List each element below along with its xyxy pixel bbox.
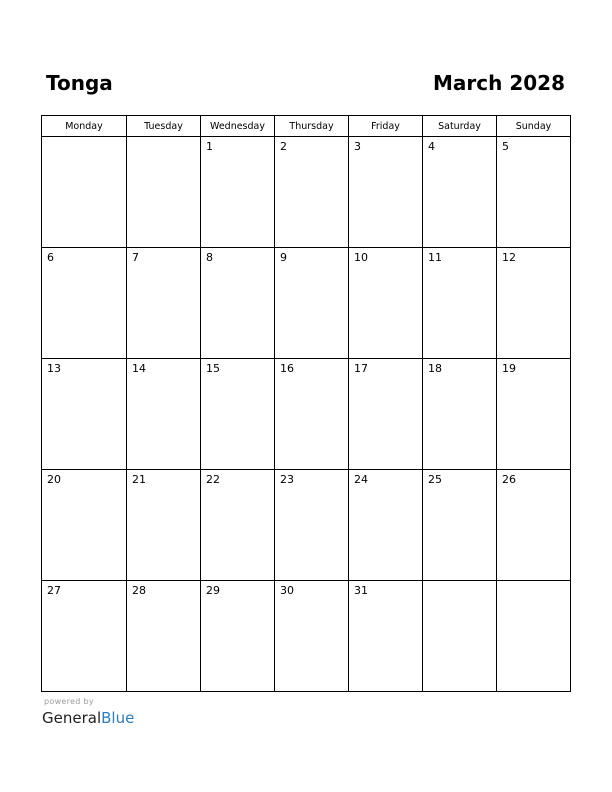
day-number: 15	[206, 362, 220, 375]
weekday-saturday: Saturday	[423, 116, 497, 137]
day-number	[42, 137, 126, 140]
day-number: 16	[280, 362, 294, 375]
day-cell	[349, 359, 423, 470]
day-cell	[497, 359, 571, 470]
day-cell	[349, 248, 423, 359]
day-cell	[349, 137, 423, 248]
day-cell	[127, 137, 201, 248]
day-number: 24	[354, 473, 368, 486]
day-cell	[275, 137, 349, 248]
day-cell	[42, 581, 127, 692]
week-row	[42, 248, 571, 359]
day-cell	[127, 248, 201, 359]
day-cell	[349, 581, 423, 692]
calendar-grid	[41, 115, 571, 692]
day-number: 25	[428, 473, 442, 486]
day-number: 5	[502, 140, 509, 153]
day-number: 17	[354, 362, 368, 375]
week-row	[42, 137, 571, 248]
month-year-title: March 2028	[433, 71, 565, 95]
week-row	[42, 581, 571, 692]
day-cell	[497, 470, 571, 581]
day-cell	[201, 248, 275, 359]
day-number: 27	[47, 584, 61, 597]
footer-branding	[42, 697, 134, 728]
day-cell	[42, 248, 127, 359]
day-cell	[201, 359, 275, 470]
day-number: 2	[280, 140, 287, 153]
powered-by-label: powered by	[44, 697, 94, 706]
weekday-thursday: Thursday	[275, 116, 349, 137]
day-number: 14	[132, 362, 146, 375]
brand-logo	[42, 708, 134, 728]
weekday-friday: Friday	[349, 116, 423, 137]
day-number: 13	[47, 362, 61, 375]
day-cell	[275, 248, 349, 359]
day-number: 3	[354, 140, 361, 153]
weekday-wednesday: Wednesday	[201, 116, 275, 137]
day-number: 29	[206, 584, 220, 597]
day-number: 18	[428, 362, 442, 375]
day-number: 6	[47, 251, 54, 264]
week-row	[42, 359, 571, 470]
day-number: 4	[428, 140, 435, 153]
weekday-tuesday: Tuesday	[127, 116, 201, 137]
day-cell	[201, 137, 275, 248]
day-number	[423, 581, 496, 584]
weekday-monday: Monday	[42, 116, 127, 137]
day-cell	[275, 581, 349, 692]
day-cell	[275, 359, 349, 470]
day-number: 20	[47, 473, 61, 486]
day-cell	[497, 581, 571, 692]
day-number: 31	[354, 584, 368, 597]
day-cell	[127, 470, 201, 581]
day-number: 22	[206, 473, 220, 486]
day-cell	[423, 470, 497, 581]
day-cell	[42, 137, 127, 248]
day-cell	[497, 248, 571, 359]
country-title: Tonga	[46, 71, 113, 95]
day-cell	[201, 581, 275, 692]
day-number: 26	[502, 473, 516, 486]
day-cell	[201, 470, 275, 581]
day-cell	[349, 470, 423, 581]
day-number: 8	[206, 251, 213, 264]
day-number	[127, 137, 200, 140]
day-number: 21	[132, 473, 146, 486]
brand-name-blue: Blue	[101, 709, 135, 727]
day-cell	[42, 470, 127, 581]
day-number: 1	[206, 140, 213, 153]
day-number: 12	[502, 251, 516, 264]
day-cell	[423, 137, 497, 248]
weekday-sunday: Sunday	[497, 116, 571, 137]
weekday-header-row	[42, 116, 571, 137]
day-number: 30	[280, 584, 294, 597]
day-number: 23	[280, 473, 294, 486]
day-cell	[423, 581, 497, 692]
day-number: 10	[354, 251, 368, 264]
day-number: 7	[132, 251, 139, 264]
day-cell	[423, 359, 497, 470]
day-cell	[275, 470, 349, 581]
day-cell	[423, 248, 497, 359]
day-number	[497, 581, 570, 584]
day-number: 19	[502, 362, 516, 375]
day-number: 28	[132, 584, 146, 597]
day-number: 11	[428, 251, 442, 264]
brand-name-general: General	[42, 709, 102, 727]
day-cell	[42, 359, 127, 470]
day-cell	[127, 359, 201, 470]
day-cell	[497, 137, 571, 248]
day-cell	[127, 581, 201, 692]
week-row	[42, 470, 571, 581]
day-number: 9	[280, 251, 287, 264]
